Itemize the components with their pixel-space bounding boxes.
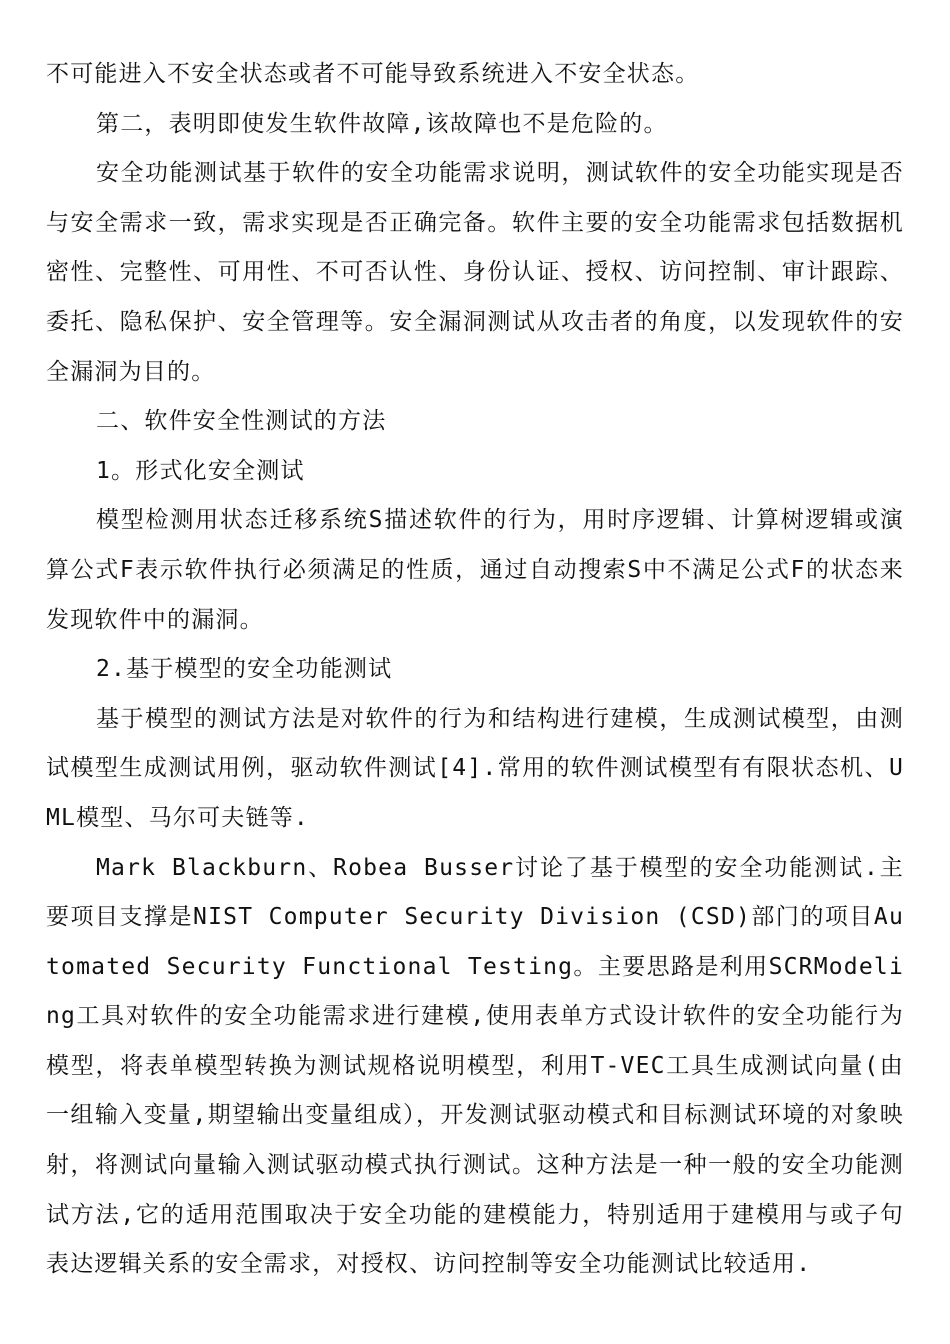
paragraph-model-based-method: 基于模型的测试方法是对软件的行为和结构进行建模，生成测试模型，由测试模型生成测试用例，驱动软件测试[4].常用的软件测试模型有有限状态机、UML模型、马尔可夫链等. [46, 705, 904, 831]
document-page [46, 50, 904, 1290]
paragraph-continuation: 不可能进入不安全状态或者不可能导致系统进入不安全状态。 [46, 61, 700, 87]
paragraph-blackburn-busser: Mark Blackburn、Robea Busser讨论了基于模型的安全功能测试.主要项目支撑是NIST Computer Security Division (CSD)部门的项目Automated Security Functional Testing。主要思路是利用SCRModeling工具对软件的安全功能需求进行建模,使用表单方式设计软件的安全功能行为模型，将表单模型转换为测试规格说明模型，利用T-VEC工具生成测试向量(由一组输入变量,期望输出变量组成），开发测试驱动模式和目标测试环境的对象映射，将测试向量输入测试驱动模式执行测试。这种方法是一种一般的安全功能测试方法,它的适用范围取决于安全功能的建模能力，特别适用于建模用与或子句表达逻辑关系的安全需求，对授权、访问控制等安全功能测试比较适用. [46, 854, 904, 1278]
paragraph-second-point: 第二，表明即使发生软件故障,该故障也不是危险的。 [96, 110, 668, 137]
paragraph-model-checking: 模型检测用状态迁移系统S描述软件的行为，用时序逻辑、计算树逻辑或演算公式F表示软件执行必须满足的性质，通过自动搜索S中不满足公式F的状态来发现软件中的漏洞。 [46, 507, 904, 633]
section-heading-methods: 二、软件安全性测试的方法 [96, 408, 387, 435]
subheading-formal-testing: 1。形式化安全测试 [96, 457, 305, 484]
paragraph-security-function-testing: 安全功能测试基于软件的安全功能需求说明，测试软件的安全功能实现是否与安全需求一致，需求实现是否正确完备。软件主要的安全功能需求包括数据机密性、完整性、可用性、不可否认性、身份认证、授权、访问控制、审计跟踪、委托、隐私保护、安全管理等。安全漏洞测试从攻击者的角度，以发现软件的安全漏洞为目的。 [46, 160, 904, 385]
subheading-model-based-testing: 2.基于模型的安全功能测试 [96, 656, 393, 683]
